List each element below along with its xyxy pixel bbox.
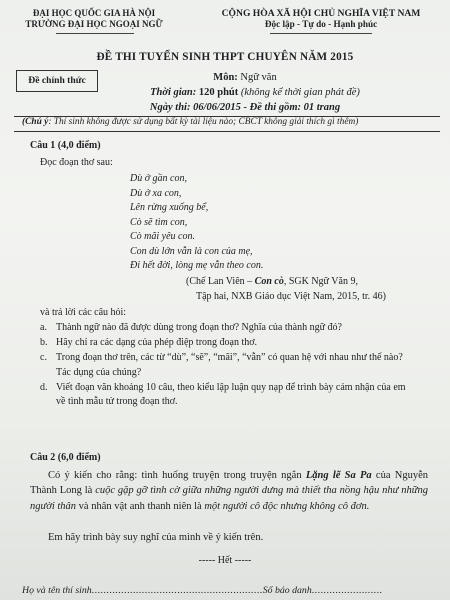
- time-value: 120 phút: [198, 87, 239, 98]
- candidate-id-label: Số báo danh: [262, 585, 312, 596]
- q2-part3: và nhân vật anh thanh niên là: [76, 500, 205, 512]
- candidate-footer: [22, 585, 383, 596]
- exam-note: [22, 117, 358, 127]
- answer-intro: và trả lời các câu hỏi:: [40, 307, 127, 318]
- date-value: 06/06/2015: [193, 102, 241, 113]
- item-text: Hãy chỉ ra các dạng của phép điệp trong đoạn thơ.: [56, 337, 258, 349]
- item-letter: b.: [40, 337, 48, 349]
- time-line: [0, 87, 450, 98]
- q2-part2: của Nguyễn Thành Long là: [30, 470, 428, 497]
- poem-source-line2: Tập hai, NXB Giáo dục Việt Nam, 2015, tr. 46): [196, 291, 387, 302]
- question1-items: [40, 321, 450, 410]
- date-label: Ngày thi:: [149, 102, 191, 113]
- question1-heading: Câu 1 (4,0 điểm): [30, 140, 101, 151]
- question-item-c: [40, 351, 450, 379]
- pages-value: 01 trang: [303, 102, 341, 113]
- poem-source: [186, 276, 358, 287]
- divider-bottom: [14, 131, 440, 132]
- candidate-name-blank: ..........................................................: [91, 585, 263, 596]
- exam-title: ĐỀ THI TUYỂN SINH THPT CHUYÊN NĂM 2015: [96, 51, 354, 63]
- national-motto: Độc lập - Tự do - Hạnh phúc: [264, 19, 378, 29]
- university-name: ĐẠI HỌC QUỐC GIA HÀ NỘI: [32, 8, 156, 18]
- subject-label: Môn:: [213, 72, 238, 83]
- poem-line: Lên rừng xuống bể,: [130, 202, 209, 213]
- item-text: Thành ngữ nào đã được dùng trong đoạn thơ? Nghĩa của thành ngữ đó?: [56, 322, 342, 333]
- national-motto-block: [196, 8, 446, 30]
- question2-ask: Em hãy trình bày suy nghĩ của mình về ý kiến trên.: [48, 532, 264, 543]
- question-item-d: [40, 381, 450, 409]
- subject-line: [0, 72, 450, 83]
- school-name: TRƯỜNG ĐẠI HỌC NGOẠI NGỮ: [25, 19, 163, 29]
- poem-line: Cò sẽ tìm con,: [130, 216, 188, 228]
- time-note: (không kể thời gian phát đề): [240, 87, 360, 98]
- item-text: Viết đoạn văn khoảng 10 câu, theo kiểu lập luận quy nạp để trình bày cảm nhận của em về tình mẫu tử trong đoạn thơ.: [56, 381, 406, 408]
- date-line: [0, 102, 450, 113]
- candidate-id-blank: ........................: [311, 585, 383, 596]
- item-letter: c.: [40, 352, 47, 364]
- note-prefix: (Chú ý: [22, 117, 49, 127]
- motto-underline: [270, 33, 372, 34]
- poem-line: Đi hết đời, lòng mẹ vẫn theo con.: [130, 260, 264, 271]
- story-title: Lặng lẽ Sa Pa: [305, 470, 372, 481]
- candidate-name-label: Họ và tên thí sinh: [22, 585, 92, 596]
- question1-intro: Đọc đoạn thơ sau:: [40, 157, 113, 168]
- end-mark: ----- Hết -----: [198, 555, 252, 566]
- poem-line: Dù ở gần con,: [130, 173, 187, 184]
- official-label: Đề chính thức: [28, 75, 86, 86]
- poem-excerpt: [130, 172, 263, 274]
- source-title: Con cò: [254, 276, 284, 287]
- item-letter: a.: [40, 322, 47, 333]
- subject-value: Ngữ văn: [240, 72, 277, 83]
- poem-line: Con dù lớn vẫn là con của mẹ,: [130, 245, 253, 257]
- note-text: : Thí sinh không được sử dụng bất kỳ tài liệu nào; CBCT không giải thích gì thêm): [48, 117, 359, 127]
- issuer-block: [8, 8, 180, 30]
- q2-quote2: một người cô độc nhưng không cô đơn.: [204, 500, 370, 512]
- poem-line: Cò mãi yêu con.: [130, 231, 195, 242]
- item-letter: d.: [40, 381, 48, 393]
- question2-prompt: [30, 468, 428, 514]
- poem-line: Dù ở xa con,: [130, 187, 182, 199]
- item-text: Trong đoạn thơ trên, các từ “dù”, “sẽ”, “mãi”, “vẫn” có quan hệ với nhau như thế nào? Tác dụng của chúng?: [56, 352, 403, 378]
- time-label: Thời gian:: [150, 87, 197, 98]
- country-name: CỘNG HÒA XÃ HỘI CHỦ NGHĨA VIỆT NAM: [221, 8, 421, 19]
- source-rest: , SGK Ngữ Văn 9,: [283, 276, 358, 287]
- issuer-underline: [56, 33, 134, 34]
- pages-label: - Đề thi gồm:: [243, 102, 301, 113]
- q2-quote: cuộc gặp gỡ tình cờ giữa những người dưng mà thiết tha nồng hậu như những người thân: [30, 485, 428, 512]
- question-item-b: [40, 336, 450, 350]
- source-author: (Chế Lan Viên –: [186, 276, 255, 287]
- question-item-a: [40, 321, 450, 335]
- q2-part1: Có ý kiến cho rằng: tình huống truyện trong truyện ngắn: [48, 470, 306, 481]
- question2-heading: Câu 2 (6,0 điểm): [30, 452, 101, 463]
